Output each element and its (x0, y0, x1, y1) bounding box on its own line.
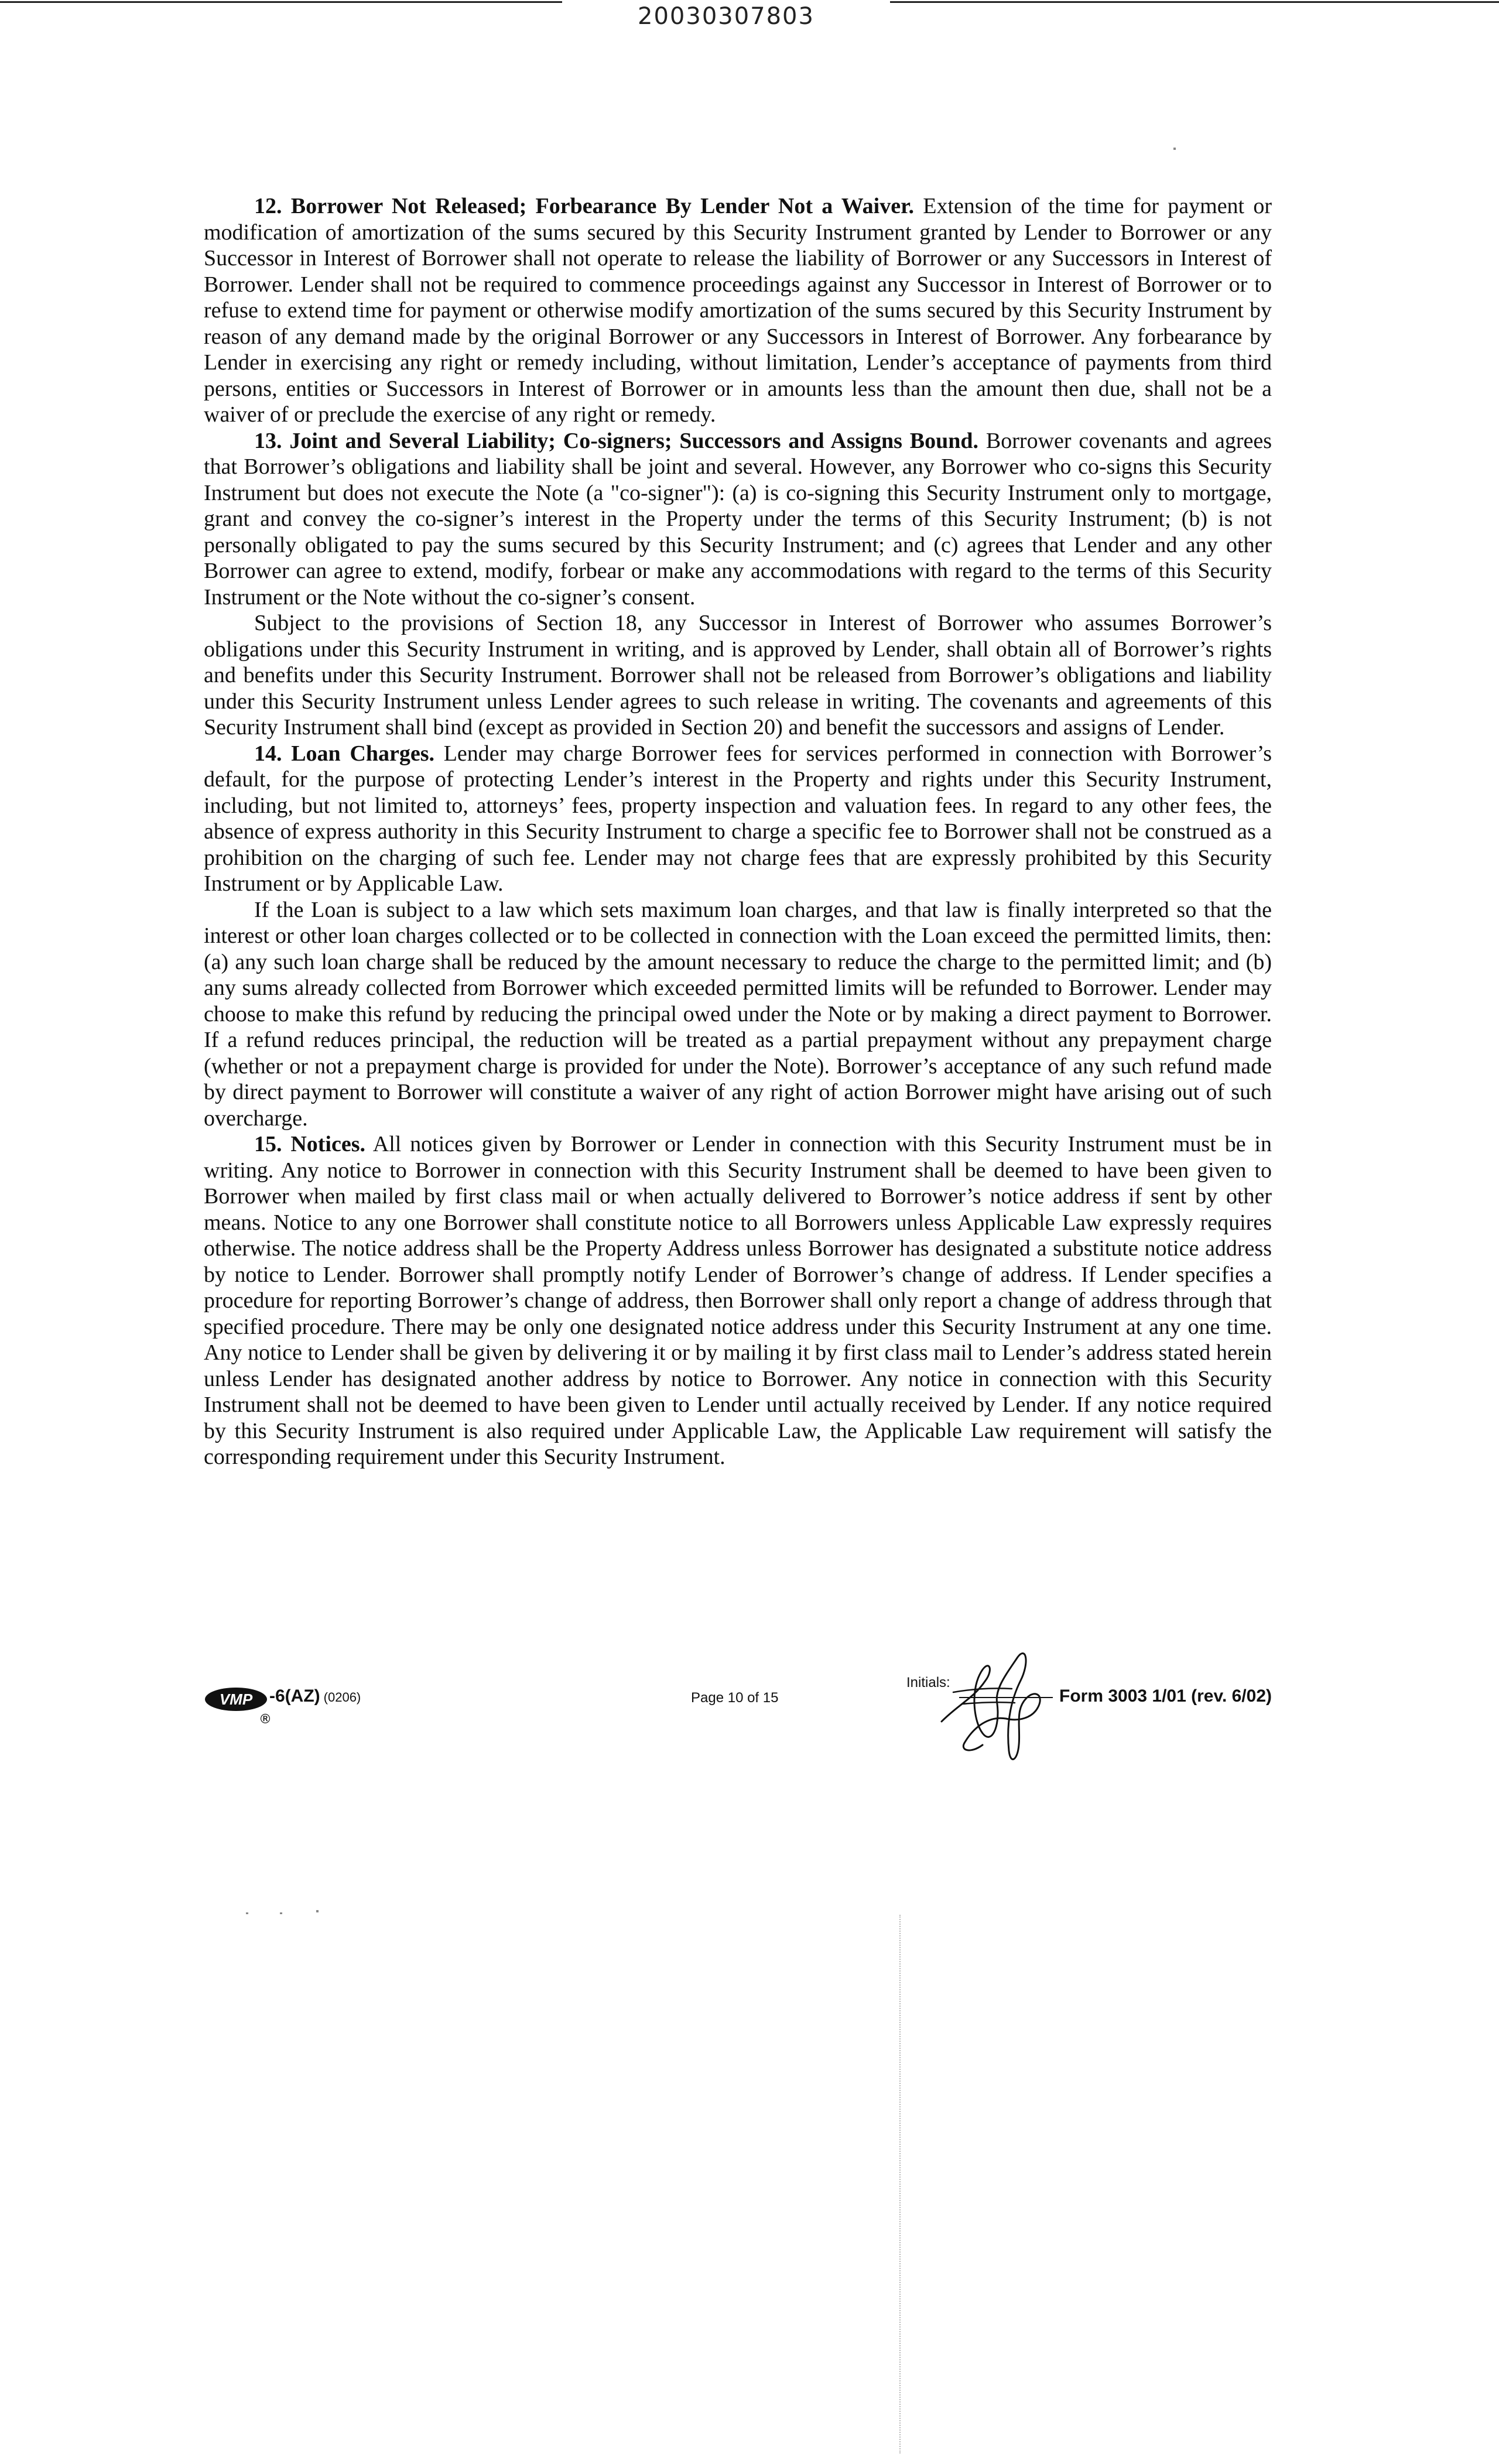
form-code (269, 1686, 361, 1706)
document-number: 20030307803 (638, 3, 814, 30)
initials-label: Initials: (906, 1675, 950, 1690)
section-14 (204, 741, 1272, 897)
scan-speck (316, 1910, 319, 1912)
header-rule-left (0, 1, 562, 3)
section-13 (204, 428, 1272, 611)
header-rule-right (890, 1, 1499, 3)
scan-speck (1173, 148, 1176, 150)
document-body (204, 193, 1272, 1470)
section-14-continued (204, 897, 1272, 1132)
page-number: Page 10 of 15 (691, 1690, 779, 1706)
section-text: If the Loan is subject to a law which sets maximum loan charges, and that law is finally interpreted so that the interest or other loan charges collected or to be collected in connection with the Loan exceed the permitted limits, then: (a) any such loan charge shall be reduced by the amount necessary to reduce the charge to the permitted limit; and (b) any sums already collected from Borrower which exceeded permitted limits will be refunded to Borrower. Lender may choose to make this refund by reducing the principal owed under the Note or by making a direct payment to Borrower. If a refund reduces principal, the reduction will be treated as a partial prepayment without any prepayment charge (whether or not a prepayment charge is provided for under the Note). Borrower’s acceptance of any such refund made by direct payment to Borrower will constitute a waiver of any right of action Borrower might have arising out of such overcharge. (204, 897, 1272, 1131)
section-13-continued (204, 610, 1272, 741)
section-heading: 12. Borrower Not Released; Forbearance By Lender Not a Waiver. (254, 194, 914, 218)
page-footer (204, 1675, 1272, 1757)
form-identifier: Form 3003 1/01 (rev. 6/02) (1059, 1686, 1272, 1706)
initials-signature-icon (918, 1634, 1070, 1774)
form-code-date: (0206) (323, 1690, 361, 1705)
section-text: All notices given by Borrower or Lender in connection with this Security Instrument must be in writing. Any notice to Borrower in connection with this Security Instrument shall be deemed to have been given to Borrower when mailed by first class mail or when actually delivered to Borrower’s notice address if sent by other means. Notice to any one Borrower shall constitute notice to all Borrowers unless Applicable Law expressly requires otherwise. The notice address shall be the Property Address unless Borrower has designated a substitute notice address by notice to Lender. Borrower shall promptly notify Lender of Borrower’s change of address. If Lender specifies a procedure for reporting Borrower’s change of address, then Borrower shall only report a change of address through that specified procedure. There may be only one designated notice address under this Security Instrument at any one time. Any notice to Lender shall be given by delivering it or by mailing it by first class mail to Lender’s address stated herein unless Lender has designated another address by notice to Borrower. Any notice in connection with this Security Instrument shall not be deemed to have been given to Lender until actually received by Lender. If any notice required by this Security Instrument is also required under Applicable Law, the Applicable Law requirement will satisfy the corresponding requirement under this Security Instrument. (204, 1132, 1272, 1469)
section-text: Lender may charge Borrower fees for services performed in connection with Borrower’s default, for the purpose of protecting Lender’s interest in the Property and rights under this Security Instrument, including, but not limited to, attorneys’ fees, property inspection and valuation fees. In regard to any other fees, the absence of express authority in this Security Instrument to charge a specific fee to Borrower shall not be construed as a prohibition on the charging of such fee. Lender may not charge fees that are expressly prohibited by this Security Instrument or by Applicable Law. (204, 741, 1272, 896)
section-heading: 13. Joint and Several Liability; Co-signers; Successors and Assigns Bound. (254, 428, 979, 453)
scan-speck (246, 1912, 248, 1914)
form-code-number: -6(AZ) (269, 1686, 320, 1706)
section-text: Extension of the time for payment or modification of amortization of the sums secured by this Security Instrument granted by Lender to Borrower or any Successor in Interest of Borrower shall not operate to release the liability of Borrower or any Successors in Interest of Borrower. Lender shall not be required to commence proceedings against any Successor in Interest of Borrower or to refuse to extend time for payment or otherwise modify amortization of the sums secured by this Security Instrument by reason of any demand made by the original Borrower or any Successors in Interest of Borrower. Any forbearance by Lender in exercising any right or remedy including, without limitation, Lender’s acceptance of payments from third persons, entities or Successors in Interest of Borrower or in amounts less than the amount then due, shall not be a waiver of or preclude the exercise of any right or remedy. (204, 194, 1272, 427)
section-heading: 15. Notices. (254, 1132, 366, 1156)
section-15 (204, 1131, 1272, 1470)
vmp-logo-text: VMP (219, 1690, 253, 1708)
section-12 (204, 193, 1272, 428)
vmp-logo-icon (204, 1686, 268, 1712)
registered-mark: ® (259, 1712, 272, 1727)
scan-fold-line (899, 1915, 901, 2453)
scan-speck (280, 1912, 282, 1914)
section-text: Borrower covenants and agrees that Borrower’s obligations and liability shall be joint and several. However, any Borrower who co-signs this Security Instrument but does not execute the Note (a "co-signer"): (a) is co-signing this Security Instrument only to mortgage, grant and convey the co-signer’s interest in the Property under the terms of this Security Instrument; (b) is not personally obligated to pay the sums secured by this Security Instrument; and (c) agrees that Lender and any other Borrower can agree to extend, modify, forbear or make any accommodations with regard to the terms of this Security Instrument or the Note without the co-signer’s consent. (204, 428, 1272, 610)
section-text: Subject to the provisions of Section 18, any Successor in Interest of Borrower who assumes Borrower’s obligations under this Security Instrument in writing, and is approved by Lender, shall obtain all of Borrower’s rights and benefits under this Security Instrument. Borrower shall not be released from Borrower’s obligations and liability under this Security Instrument unless Lender agrees to such release in writing. The covenants and agreements of this Security Instrument shall bind (except as provided in Section 20) and benefit the successors and assigns of Lender. (204, 611, 1272, 740)
section-heading: 14. Loan Charges. (254, 741, 434, 766)
